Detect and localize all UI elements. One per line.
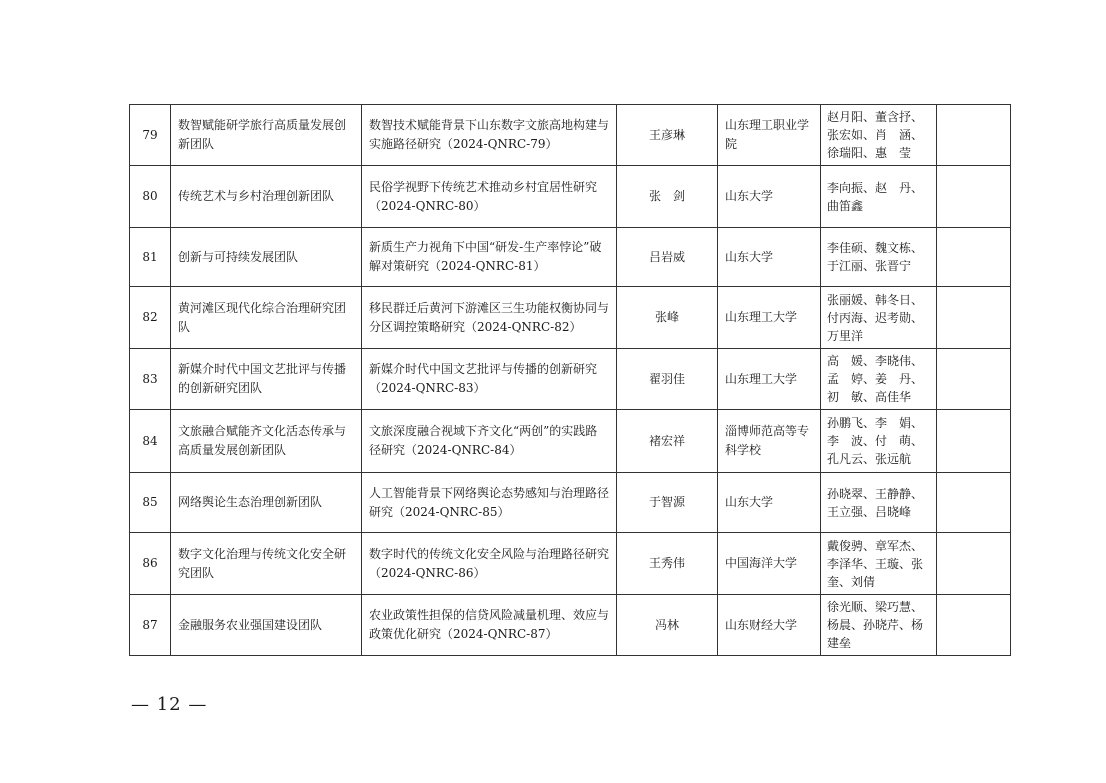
team-members: 孙鹏飞、李 娟、李 波、付 萌、孔凡云、张远航: [821, 410, 937, 473]
team-name: 数智赋能研学旅行高质量发展创新团队: [171, 105, 362, 166]
row-number: 79: [130, 105, 171, 166]
unit-name: 山东理工职业学院: [718, 105, 821, 166]
remarks-cell: [937, 533, 1011, 595]
row-number: 85: [130, 473, 171, 533]
team-members: 孙晓翠、王静静、王立强、吕晓峰: [821, 473, 937, 533]
team-members: 李向振、赵 丹、曲笛鑫: [821, 166, 937, 228]
row-number: 86: [130, 533, 171, 595]
team-leader: 褚宏祥: [617, 410, 718, 473]
table-row: [130, 595, 1011, 656]
remarks-cell: [937, 287, 1011, 349]
team-name: 创新与可持续发展团队: [171, 228, 362, 287]
team-leader: 王秀伟: [617, 533, 718, 595]
table-row: [130, 349, 1011, 410]
team-leader: 王彦琳: [617, 105, 718, 166]
table-row: [130, 228, 1011, 287]
unit-name: 中国海洋大学: [718, 533, 821, 595]
table-row: [130, 533, 1011, 595]
remarks-cell: [937, 410, 1011, 473]
unit-name: 山东大学: [718, 166, 821, 228]
remarks-cell: [937, 595, 1011, 656]
row-number: 81: [130, 228, 171, 287]
team-leader: 冯林: [617, 595, 718, 656]
team-name: 新媒介时代中国文艺批评与传播的创新研究团队: [171, 349, 362, 410]
team-name: 金融服务农业强国建设团队: [171, 595, 362, 656]
table-row: [130, 105, 1011, 166]
unit-name: 山东大学: [718, 228, 821, 287]
remarks-cell: [937, 166, 1011, 228]
team-name: 黄河滩区现代化综合治理研究团队: [171, 287, 362, 349]
table-row: [130, 410, 1011, 473]
team-leader: 张峰: [617, 287, 718, 349]
team-members: 高 媛、李晓伟、孟 婷、姜 丹、初 敏、高佳华: [821, 349, 937, 410]
unit-name: 淄博师范高等专科学校: [718, 410, 821, 473]
team-leader: 吕岩威: [617, 228, 718, 287]
remarks-cell: [937, 349, 1011, 410]
team-leader: 翟羽佳: [617, 349, 718, 410]
unit-name: 山东理工大学: [718, 287, 821, 349]
row-number: 84: [130, 410, 171, 473]
team-leader: 于智源: [617, 473, 718, 533]
project-table: [129, 104, 1011, 656]
unit-name: 山东财经大学: [718, 595, 821, 656]
project-title: 数字时代的传统文化安全风险与治理路径研究（2024-QNRC-86）: [362, 533, 617, 595]
project-title: 数智技术赋能背景下山东数字文旅高地构建与实施路径研究（2024-QNRC-79）: [362, 105, 617, 166]
remarks-cell: [937, 473, 1011, 533]
team-members: 李佳硕、魏文栋、于江丽、张晋宁: [821, 228, 937, 287]
team-leader: 张 剑: [617, 166, 718, 228]
team-name: 传统艺术与乡村治理创新团队: [171, 166, 362, 228]
page-number: — 12 —: [131, 694, 208, 715]
project-title: 民俗学视野下传统艺术推动乡村宜居性研究（2024-QNRC-80）: [362, 166, 617, 228]
team-members: 赵月阳、董含抒、张宏如、肖 涵、徐瑞阳、惠 莹: [821, 105, 937, 166]
team-name: 网络舆论生态治理创新团队: [171, 473, 362, 533]
project-title: 人工智能背景下网络舆论态势感知与治理路径研究（2024-QNRC-85）: [362, 473, 617, 533]
table-row: [130, 473, 1011, 533]
project-title: 文旅深度融合视域下齐文化“两创”的实践路径研究（2024-QNRC-84）: [362, 410, 617, 473]
row-number: 83: [130, 349, 171, 410]
unit-name: 山东理工大学: [718, 349, 821, 410]
row-number: 82: [130, 287, 171, 349]
team-members: 张丽媛、韩冬日、付丙海、迟考勋、万里洋: [821, 287, 937, 349]
team-members: 徐光顺、梁巧慧、杨晨、孙晓芹、杨建垒: [821, 595, 937, 656]
project-title: 新媒介时代中国文艺批评与传播的创新研究（2024-QNRC-83）: [362, 349, 617, 410]
table-row: [130, 166, 1011, 228]
team-name: 文旅融合赋能齐文化活态传承与高质量发展创新团队: [171, 410, 362, 473]
unit-name: 山东大学: [718, 473, 821, 533]
project-title: 新质生产力视角下中国“研发-生产率悖论”破解对策研究（2024-QNRC-81）: [362, 228, 617, 287]
remarks-cell: [937, 105, 1011, 166]
table-row: [130, 287, 1011, 349]
remarks-cell: [937, 228, 1011, 287]
row-number: 87: [130, 595, 171, 656]
team-name: 数字文化治理与传统文化安全研究团队: [171, 533, 362, 595]
row-number: 80: [130, 166, 171, 228]
team-members: 戴俊骋、章军杰、李泽华、王璇、张奎、刘倩: [821, 533, 937, 595]
project-title: 移民群迁后黄河下游滩区三生功能权衡协同与分区调控策略研究（2024-QNRC-82）: [362, 287, 617, 349]
project-title: 农业政策性担保的信贷风险减量机理、效应与政策优化研究（2024-QNRC-87）: [362, 595, 617, 656]
